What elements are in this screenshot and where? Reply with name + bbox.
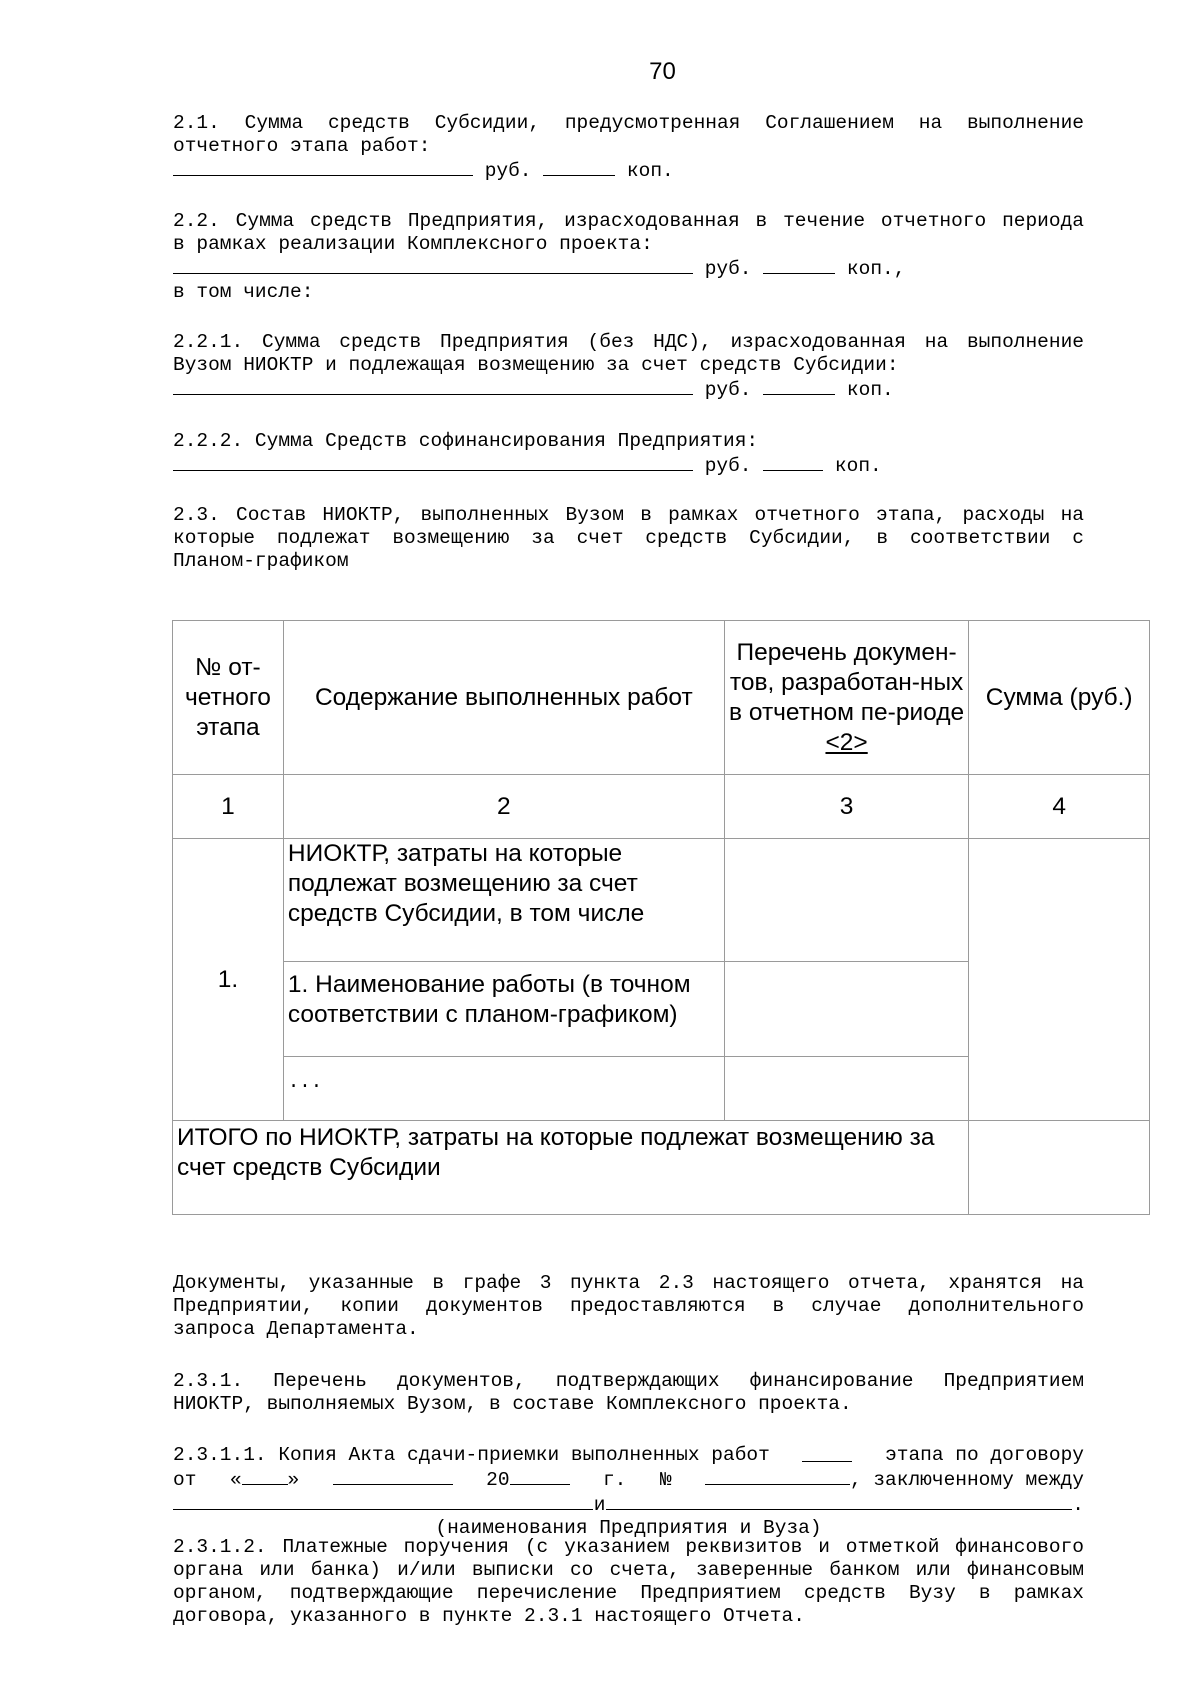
section-2-3-1-2-line3: органом, подтверждающие перечисление Предприятием средств Вузу в рамках <box>173 1582 1084 1604</box>
section-2-3 <box>173 504 1084 573</box>
page-number: 70 <box>649 58 676 85</box>
work-content-ellipsis: ... <box>283 1057 724 1121</box>
section-2-3-1-2-line2: органа или банка) и/или выписки со счета, заверенные банком или финансовым <box>173 1559 1084 1581</box>
col-number: 4 <box>969 775 1150 839</box>
parties-caption: (наименования Предприятия и Вуза) <box>435 1517 822 1539</box>
rub-label: руб. <box>704 258 752 280</box>
kop-blank[interactable] <box>763 453 823 471</box>
section-2-2-1-amount <box>173 377 1084 402</box>
documents-note-line2: Предприятии, копии документов предоставляются в случае дополнительного <box>173 1295 1084 1317</box>
total-label: ИТОГО по НИОКТР, затраты на которые подлежат возмещению за счет средств Субсидии <box>173 1121 969 1215</box>
table-row <box>173 839 1150 962</box>
section-2-2-2 <box>173 430 1084 478</box>
header-work-content: Содержание выполненных работ <box>283 621 724 775</box>
section-2-3-1-1 <box>173 1444 1084 1540</box>
section-2-3-1-2-line1: 2.3.1.2. Платежные поручения (с указанием реквизитов и отметкой финансового <box>173 1536 1084 1558</box>
month-blank[interactable] <box>333 1467 453 1485</box>
section-2-3-1-2 <box>173 1536 1084 1628</box>
col-number: 3 <box>724 775 969 839</box>
concluded-text: , заключенному между <box>849 1469 1084 1491</box>
section-2-2-1-line2: Вузом НИОКТР и подлежащая возмещению за счет средств Субсидии: <box>173 354 899 376</box>
university-blank[interactable] <box>606 1492 1072 1510</box>
header-sum: Сумма (руб.) <box>969 621 1150 775</box>
kop-label: коп. <box>846 379 894 401</box>
act-text: 2.3.1.1. Копия Акта сдачи-приемки выполненных работ <box>173 1444 770 1466</box>
stage-number-cell: 1. <box>173 839 284 1121</box>
contract-text: этапа по договору <box>885 1444 1084 1466</box>
section-2-3-1-line2: НИОКТР, выполняемых Вузом, в составе Комплексного проекта. <box>173 1393 852 1415</box>
section-2-2-1 <box>173 331 1084 402</box>
section-2-3-1-line1: 2.3.1. Перечень документов, подтверждающих финансирование Предприятием <box>173 1370 1084 1392</box>
section-2-3-1-2-line4: договора, указанного в пункте 2.3.1 настоящего Отчета. <box>173 1605 805 1627</box>
section-2-2-line4: в том числе: <box>173 281 314 303</box>
kop-blank[interactable] <box>763 256 835 274</box>
header-documents-text: Перечень докумен-тов, разработан-ных в отчетном пе-риоде <box>729 638 965 726</box>
section-2-1-line2: отчетного этапа работ: <box>173 135 431 157</box>
year-suffix: г. <box>602 1469 627 1491</box>
rub-blank[interactable] <box>173 256 693 274</box>
contract-number-blank[interactable] <box>705 1467 850 1485</box>
section-2-2-1-line1: 2.2.1. Сумма средств Предприятия (без НДС), израсходованная на выполнение <box>173 331 1084 353</box>
quote-close: » <box>287 1469 300 1491</box>
quote-open: « <box>229 1469 242 1491</box>
section-2-2-2-line1: 2.2.2. Сумма Средств софинансирования Предприятия: <box>173 430 759 452</box>
section-2-2-line2: в рамках реализации Комплексного проекта: <box>173 233 653 255</box>
section-2-3-line1: 2.3. Состав НИОКТР, выполненных Вузом в рамках отчетного этапа, расходы на <box>173 504 1084 526</box>
work-content-cell: 1. Наименование работы (в точном соответствии с планом-графиком) <box>283 962 724 1057</box>
table-header-row <box>173 621 1150 775</box>
documents-note <box>173 1272 1084 1341</box>
documents-cell[interactable] <box>724 839 969 962</box>
col-number: 2 <box>283 775 724 839</box>
kop-blank[interactable] <box>763 377 835 395</box>
rub-label: руб. <box>704 455 752 477</box>
documents-note-line1: Документы, указанные в графе 3 пункта 2.3 настоящего отчета, хранятся на <box>173 1272 1084 1294</box>
number-sign: № <box>659 1469 672 1491</box>
year-blank[interactable] <box>510 1467 570 1485</box>
documents-cell[interactable] <box>724 1057 969 1121</box>
header-documents <box>724 621 969 775</box>
rub-blank[interactable] <box>173 158 473 176</box>
rub-label: руб. <box>484 160 532 182</box>
section-2-1-amount <box>173 158 1084 183</box>
table-numbering-row <box>173 775 1150 839</box>
rub-blank[interactable] <box>173 377 693 395</box>
stage-blank[interactable] <box>802 1444 852 1462</box>
kop-blank[interactable] <box>543 158 615 176</box>
sum-cell[interactable] <box>969 839 1150 1121</box>
table-total-row <box>173 1121 1150 1215</box>
period: . <box>1072 1494 1084 1516</box>
enterprise-blank[interactable] <box>173 1492 593 1510</box>
rub-label: руб. <box>704 379 752 401</box>
total-sum-cell[interactable] <box>969 1121 1150 1215</box>
section-2-3-line2: которые подлежат возмещению за счет средств Субсидии, в соответствии с <box>173 527 1084 549</box>
section-2-3-1-1-line3 <box>173 1492 1084 1517</box>
kop-label: коп. <box>626 160 674 182</box>
section-2-1-line1: 2.1. Сумма средств Субсидии, предусмотренная Соглашением на выполнение <box>173 112 1084 134</box>
year-prefix: 20 <box>486 1469 510 1491</box>
documents-cell[interactable] <box>724 962 969 1057</box>
section-2-3-line3: Планом-графиком <box>173 550 349 572</box>
section-2-3-1-1-line2 <box>173 1467 1084 1492</box>
and-label: и <box>593 1494 606 1516</box>
section-2-3-1 <box>173 1370 1084 1416</box>
from-label: от <box>173 1469 197 1491</box>
work-content-cell: НИОКТР, затраты на которые подлежат возмещению за счет средств Субсидии, в том числе <box>283 839 724 962</box>
col-number: 1 <box>173 775 284 839</box>
section-2-2-2-amount <box>173 453 1084 478</box>
works-table <box>172 620 1150 1215</box>
header-stage-number: № от-четного этапа <box>173 621 284 775</box>
footnote-ref-link[interactable]: <2> <box>825 728 868 756</box>
section-2-2 <box>173 210 1084 304</box>
section-2-3-1-1-line1 <box>173 1444 1084 1467</box>
section-2-1 <box>173 112 1084 183</box>
kop-label: коп. <box>834 455 882 477</box>
section-2-2-line1: 2.2. Сумма средств Предприятия, израсходованная в течение отчетного периода <box>173 210 1084 232</box>
documents-note-line3: запроса Департамента. <box>173 1318 419 1340</box>
kop-label: коп., <box>846 258 906 280</box>
day-blank[interactable] <box>242 1467 288 1485</box>
section-2-2-amount <box>173 256 1084 281</box>
rub-blank[interactable] <box>173 453 693 471</box>
